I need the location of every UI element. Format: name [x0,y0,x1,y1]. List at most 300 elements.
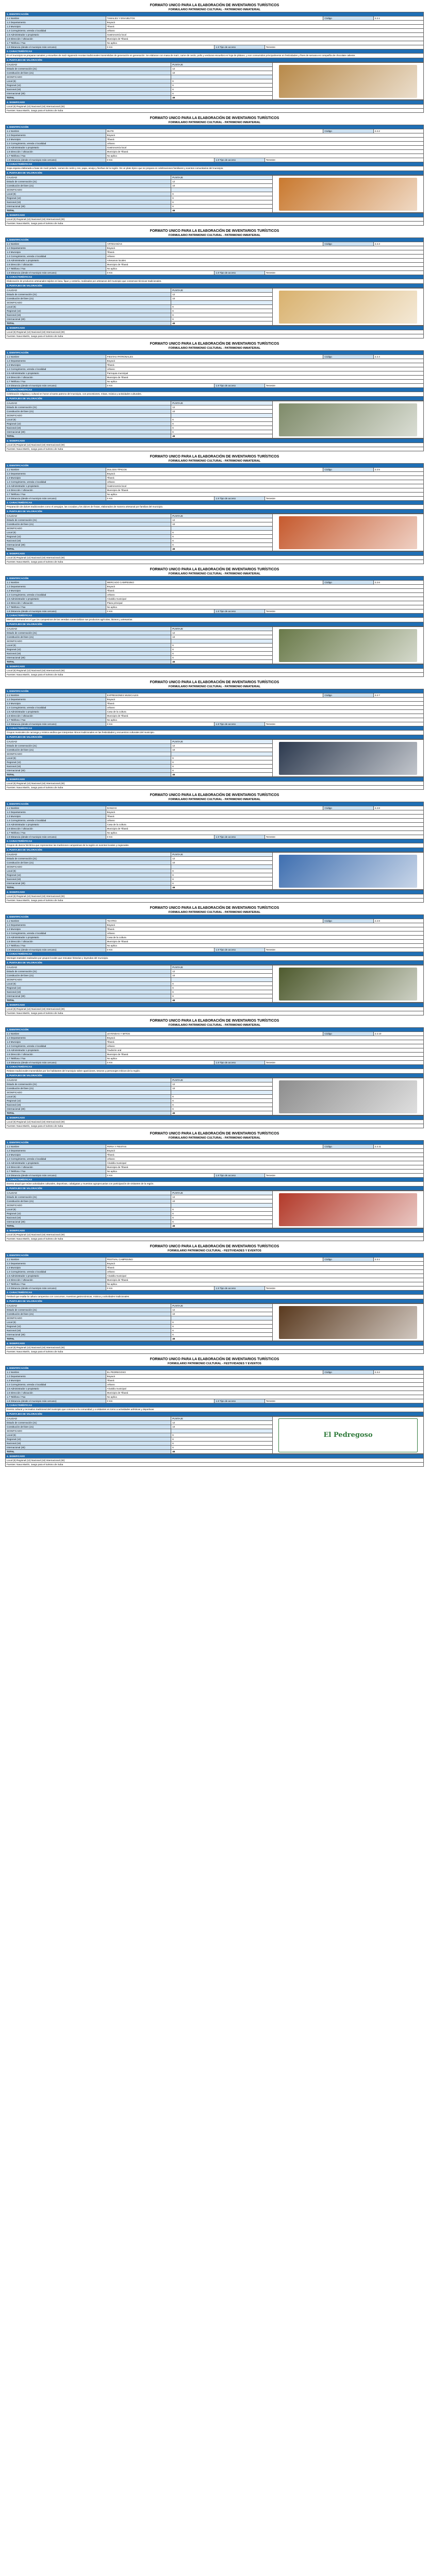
form-subtitle: FORMULARIO PATRIMONIO CULTURAL - PATRIMONIO INMATERIAL [168,347,261,350]
label-nacional: Nacional (18) [6,1216,171,1220]
value-administrador: Alcaldía municipal [106,1274,423,1278]
header-significado: SIGNIFICADO [6,1316,171,1320]
value-tipo-acceso: Terrestre [265,497,423,501]
label-distancia: 1.8 Distancia (desde el municipio más cercano) [6,948,106,952]
value-codigo: 2.2.6 [373,581,423,585]
value-direccion: Municipio de Tibaná [106,1391,423,1395]
label-internacional: Internacional (30) [6,769,171,773]
value-tipo-acceso: Terrestre [265,271,423,275]
label-internacional: Internacional (30) [6,205,171,209]
value-nombre: EL PEDREGOSO [106,1370,323,1375]
scoring-table [5,288,273,326]
score-value: 6 [171,1433,273,1437]
label-total: TOTAL [6,321,171,326]
label-local: Local (6) [6,418,171,422]
label-tipo-acceso: 1.9 Tipo de acceso [214,835,265,839]
value-administrador: Gastronomía local [106,33,423,37]
label-departamento: 1.2 Departamento [6,359,106,363]
sources-note: Fuentes: Nava Martín, Juego para el turismo de Suba [6,447,424,451]
score-value: 6 [171,765,273,769]
value-municipio: Tibaná [106,1153,423,1157]
photo-cell [273,965,424,1003]
significado-levels: Local (6) Regional (12) Nacional (18) Internacional (30) [6,105,424,109]
photo-cell [273,175,424,213]
form-title: FORMATO UNICO PARA LA ELABORACIÓN DE INVENTARIOS TURÍSTICOS [150,568,279,571]
attraction-photo [279,968,418,1001]
score-value: 10 [171,861,273,865]
label-telefono: 1.7 Teléfono / Fax [6,380,106,384]
score-label: Estado de conservación (21) [6,631,171,635]
score-value: 6 [171,877,273,882]
label-nacional: Nacional (18) [6,765,171,769]
section-caracteristicas: 2. CARACTERÍSTICAS [6,614,424,618]
value-total: 46 [171,1337,273,1341]
label-internacional: Internacional (30) [6,656,171,660]
value-distancia: 0 Km [106,1061,214,1065]
score-label: Estado de conservación (21) [6,744,171,748]
label-telefono: 1.7 Teléfono / Fax [6,1170,106,1174]
section-puntajes: 3. PUNTAJES DE VALORACIÓN [6,58,424,62]
header-calidad: CALIDAD [6,740,171,744]
label-local: Local (6) [6,756,171,760]
scoring-table [5,852,273,890]
label-nacional: Nacional (18) [6,990,171,994]
scoring-block [5,288,424,326]
header-significado: SIGNIFICADO [6,188,171,192]
section-identificacion: 1. IDENTIFICACIÓN [6,464,424,468]
label-nacional: Nacional (18) [6,652,171,656]
scoring-table [5,62,273,100]
value-total: 46 [171,1111,273,1115]
score-value: 10 [171,297,273,301]
label-telefono: 1.7 Teléfono / Fax [6,944,106,948]
attraction-photo [279,403,418,436]
sources-note: Fuentes: Nava Martín, Juego para el turismo de Suba [6,1124,424,1128]
attraction-photo [279,1080,418,1113]
scoring-block [5,175,424,213]
score-value: 12 [171,744,273,748]
value-municipio: Tibaná [106,589,423,593]
description-text: Grupos de danza folclórica que representan las tradiciones campesinas de la región en eventos locales y regionales. [6,843,424,848]
score-label: Constitución del bien (21) [6,71,171,75]
value-tipo-acceso: Terrestre [265,45,423,49]
forms-container [5,3,424,1467]
score-value: 12 [171,518,273,522]
scoring-table [5,401,273,438]
score-value: 12 [171,1195,273,1199]
score-label: Constitución del bien (21) [6,748,171,752]
label-municipio: 1.3 Municipio [6,476,106,480]
label-nombre: 1.1 Nombre [6,129,106,133]
identification-table [5,914,424,965]
value-distancia: 0 Km [106,384,214,388]
scoring-block [5,1303,424,1341]
label-codigo: Código [323,581,373,585]
attraction-photo [279,516,418,549]
form-title: FORMATO UNICO PARA LA ELABORACIÓN DE INVENTARIOS TURÍSTICOS [150,1019,279,1023]
value-tipo-acceso: Terrestre [265,1174,423,1178]
significado-table [5,1115,424,1128]
value-municipio: Tibaná [106,250,423,255]
score-value: 6 [171,196,273,200]
score-label: Estado de conservación (21) [6,180,171,184]
label-nombre: 1.1 Nombre [6,693,106,698]
attraction-photo [279,1193,418,1226]
value-total: 46 [171,547,273,551]
header-significado: SIGNIFICADO [6,527,171,531]
form-title: FORMATO UNICO PARA LA ELABORACIÓN DE INVENTARIOS TURÍSTICOS [150,1358,279,1361]
score-label: Constitución del bien (21) [6,974,171,978]
scoring-table [5,1078,273,1115]
value-corregimiento: Urbano [106,1157,423,1161]
score-value: 10 [171,974,273,978]
score-label: Estado de conservación (21) [6,1082,171,1087]
value-administrador: Parroquia municipal [106,371,423,376]
photo-cell [273,1191,424,1228]
attraction-photo [279,291,418,324]
label-codigo: Código [323,468,373,472]
value-total: 46 [171,209,273,213]
header-calidad: CALIDAD [6,176,171,180]
label-total: TOTAL [6,1337,171,1341]
inventory-form [5,229,424,338]
label-direccion: 1.6 Dirección / Ubicación [6,714,106,718]
score-value: 6 [171,648,273,652]
identification-table [5,1140,424,1191]
significado-table [5,213,424,226]
label-corregimiento: 1.4 Corregimiento, vereda o localidad [6,1270,106,1274]
value-departamento: Boyacá [106,1262,423,1266]
label-departamento: 1.2 Departamento [6,1375,106,1379]
score-value: 6 [171,192,273,196]
value-administrador: Artesanos locales [106,259,423,263]
inventory-form [5,1357,424,1467]
form-title: FORMATO UNICO PARA LA ELABORACIÓN DE INVENTARIOS TURÍSTICOS [150,342,279,346]
label-departamento: 1.2 Departamento [6,1036,106,1040]
score-value: 12 [171,67,273,71]
score-label: Estado de conservación (21) [6,1308,171,1312]
score-value: 12 [171,1308,273,1312]
section-significado: 4. SIGNIFICADO [6,552,424,556]
label-tipo-acceso: 1.9 Tipo de acceso [214,722,265,726]
label-distancia: 1.8 Distancia (desde el municipio más cercano) [6,1174,106,1178]
inventory-form [5,342,424,451]
value-direccion: Municipio de Tibaná [106,488,423,493]
significado-levels: Local (6) Regional (12) Nacional (18) Internacional (30) [6,1120,424,1124]
logo-text: El Pedregoso [323,1431,373,1439]
label-nombre: 1.1 Nombre [6,468,106,472]
label-corregimiento: 1.4 Corregimiento, vereda o localidad [6,367,106,371]
label-internacional: Internacional (30) [6,317,171,321]
label-nombre: 1.1 Nombre [6,242,106,246]
score-value: 6 [171,83,273,88]
label-local: Local (6) [6,305,171,309]
label-codigo: Código [323,1370,373,1375]
label-internacional: Internacional (30) [6,543,171,547]
label-nombre: 1.1 Nombre [6,1258,106,1262]
label-telefono: 1.7 Teléfono / Fax [6,605,106,609]
label-tipo-acceso: 1.9 Tipo de acceso [214,1286,265,1291]
label-internacional: Internacional (30) [6,994,171,998]
score-value: 12 [171,1421,273,1425]
label-municipio: 1.3 Municipio [6,927,106,931]
value-telefono: No aplica [106,1395,423,1399]
scoring-block [5,1416,424,1454]
label-nombre: 1.1 Nombre [6,355,106,359]
label-nacional: Nacional (18) [6,88,171,92]
value-departamento: Boyacá [106,472,423,476]
label-internacional: Internacional (30) [6,1220,171,1224]
label-codigo: Código [323,806,373,810]
scoring-block [5,514,424,551]
label-codigo: Código [323,1145,373,1149]
label-tipo-acceso: 1.9 Tipo de acceso [214,497,265,501]
photo-cell [273,401,424,438]
value-total: 46 [171,660,273,664]
value-corregimiento: Urbano [106,1044,423,1048]
value-municipio: Tibaná [106,927,423,931]
form-subtitle: FORMULARIO PATRIMONIO CULTURAL - PATRIMONIO INMATERIAL [168,798,261,801]
label-tipo-acceso: 1.9 Tipo de acceso [214,1061,265,1065]
label-regional: Regional (12) [6,422,171,426]
header-significado: SIGNIFICADO [6,1429,171,1433]
identification-table [5,463,424,514]
sources-note: Fuentes: Nava Martín, Juego para el turismo de Suba [6,334,424,338]
significado-table [5,100,424,113]
value-corregimiento: Urbano [106,819,423,823]
significado-levels: Local (6) Regional (12) Nacional (18) Internacional (30) [6,1346,424,1350]
label-telefono: 1.7 Teléfono / Fax [6,154,106,158]
description-text: Grupos musicales de carranga y música andina que interpretan ritmos tradicionales en las festividades y encuentros culturales del municipio. [6,731,424,735]
form-subtitle: FORMULARIO PATRIMONIO CULTURAL - PATRIMONIO INMATERIAL [168,234,261,237]
score-label: Estado de conservación (21) [6,1421,171,1425]
value-administrador: Alcaldía municipal [106,1161,423,1165]
significado-table [5,777,424,790]
header-puntaje: PUNTAJE [171,401,273,405]
label-direccion: 1.6 Dirección / Ubicación [6,1391,106,1395]
value-direccion: Municipio de Tibaná [106,1278,423,1282]
inventory-form [5,906,424,1015]
header-significado: SIGNIFICADO [6,865,171,869]
section-caracteristicas: 2. CARACTERÍSTICAS [6,388,424,392]
label-total: TOTAL [6,434,171,438]
section-significado: 4. SIGNIFICADO [6,1342,424,1346]
label-nacional: Nacional (18) [6,426,171,430]
description-text: Montajes teatrales realizados por grupos locales que rescatan historias y leyendas del municipio. [6,956,424,961]
label-regional: Regional (12) [6,1325,171,1329]
header-puntaje: PUNTAJE [171,1304,273,1308]
score-value: 6 [171,88,273,92]
inventory-form [5,567,424,677]
value-codigo: 2.2.9 [373,919,423,923]
label-nacional: Nacional (18) [6,1103,171,1107]
score-value: 6 [171,1099,273,1103]
value-municipio: Tibaná [106,1266,423,1270]
label-corregimiento: 1.4 Corregimiento, vereda o localidad [6,931,106,936]
section-significado: 4. SIGNIFICADO [6,890,424,894]
score-value: 6 [171,652,273,656]
score-label: Estado de conservación (21) [6,293,171,297]
header-puntaje: PUNTAJE [171,627,273,631]
label-total: TOTAL [6,547,171,551]
value-total: 46 [171,998,273,1003]
form-title: FORMATO UNICO PARA LA ELABORACIÓN DE INVENTARIOS TURÍSTICOS [150,1245,279,1248]
label-codigo: Código [323,1258,373,1262]
scoring-block [5,1191,424,1228]
score-value: 10 [171,748,273,752]
identification-table [5,689,424,739]
section-caracteristicas: 2. CARACTERÍSTICAS [6,162,424,166]
description-text: Evento anual que reúne actividades culturales, deportivas, cabalgatas y muestras agropecuarias con participación de visitantes de la región. [6,1182,424,1187]
label-municipio: 1.3 Municipio [6,1153,106,1157]
label-municipio: 1.3 Municipio [6,363,106,367]
label-administrador: 1.5 Administrador o propietario [6,259,106,263]
score-value: 6 [171,1442,273,1446]
scoring-table [5,626,273,664]
description-text: Sopa espesa elaborada a base de maíz pelado, carnes de cerdo y res, papa, arveja y hierbas de la región. Es un plato típico que se prepara en celebraciones familiares y eventos comunitarios del municipio. [6,166,424,171]
header-significado: SIGNIFICADO [6,414,171,418]
value-municipio: Tibaná [106,476,423,480]
label-administrador: 1.5 Administrador o propietario [6,597,106,601]
score-value: 6 [171,1095,273,1099]
description-text: Mercado semanal en el que los campesinos de las veredas comercializan sus productos agrícolas, lácteos y artesanías. [6,618,424,622]
description-text: Evento cultural y recreativo tradicional del municipio que convoca a la comunidad y a visitantes en torno a actividades artísticas y deportivas. [6,1408,424,1412]
label-internacional: Internacional (30) [6,1107,171,1111]
value-departamento: Boyacá [106,133,423,138]
section-significado: 4. SIGNIFICADO [6,665,424,669]
label-distancia: 1.8 Distancia (desde el municipio más cercano) [6,497,106,501]
scoring-table [5,965,273,1003]
value-corregimiento: Urbano [106,29,423,33]
value-departamento: Boyacá [106,359,423,363]
label-distancia: 1.8 Distancia (desde el municipio más cercano) [6,45,106,49]
label-corregimiento: 1.4 Corregimiento, vereda o localidad [6,29,106,33]
value-telefono: No aplica [106,605,423,609]
value-telefono: No aplica [106,1057,423,1061]
form-title: FORMATO UNICO PARA LA ELABORACIÓN DE INVENTARIOS TURÍSTICOS [150,906,279,910]
label-direccion: 1.6 Dirección / Ubicación [6,827,106,831]
label-nombre: 1.1 Nombre [6,1370,106,1375]
section-puntajes: 3. PUNTAJES DE VALORACIÓN [6,735,424,739]
label-total: TOTAL [6,660,171,664]
label-corregimiento: 1.4 Corregimiento, vereda o localidad [6,1044,106,1048]
significado-levels: Local (6) Regional (12) Nacional (18) Internacional (30) [6,782,424,786]
header-puntaje: PUNTAJE [171,1191,273,1195]
sources-note: Fuentes: Nava Martín, Juego para el turismo de Suba [6,786,424,790]
label-distancia: 1.8 Distancia (desde el municipio más cercano) [6,1061,106,1065]
label-direccion: 1.6 Dirección / Ubicación [6,1053,106,1057]
label-total: TOTAL [6,1111,171,1115]
score-value: 10 [171,1199,273,1204]
value-tipo-acceso: Terrestre [265,835,423,839]
section-caracteristicas: 2. CARACTERÍSTICAS [6,1403,424,1408]
score-label: Estado de conservación (21) [6,857,171,861]
scoring-table [5,739,273,777]
scoring-block [5,965,424,1003]
section-identificacion: 1. IDENTIFICACIÓN [6,689,424,693]
label-departamento: 1.2 Departamento [6,1262,106,1266]
score-label: Constitución del bien (21) [6,522,171,527]
score-value: 6 [171,986,273,990]
section-significado: 4. SIGNIFICADO [6,777,424,782]
section-significado: 4. SIGNIFICADO [6,1454,424,1459]
description-text: En el municipio se preparan tamales y envueltos de maíz siguiendo recetas tradicionales transmitidas de generación en generación. Se elaboran con masa de maíz, carne de cerdo, pollo y verduras envueltos en hoja de plátano, y son consumidos principalmente en festividades y fines de semana en compañía de chocolate caliente. [6,54,424,58]
score-value: 6 [171,1446,273,1450]
value-administrador: Alcaldía municipal [106,597,423,601]
identification-table [5,12,424,62]
value-total: 46 [171,434,273,438]
score-value: 6 [171,1103,273,1107]
attraction-photo [279,855,418,888]
score-value: 6 [171,643,273,648]
header-significado: SIGNIFICADO [6,1204,171,1208]
label-regional: Regional (12) [6,535,171,539]
score-value: 10 [171,1087,273,1091]
score-value: 10 [171,1312,273,1316]
label-departamento: 1.2 Departamento [6,585,106,589]
label-nacional: Nacional (18) [6,1442,171,1446]
form-title: FORMATO UNICO PARA LA ELABORACIÓN DE INVENTARIOS TURÍSTICOS [150,1132,279,1136]
label-departamento: 1.2 Departamento [6,698,106,702]
value-administrador: Tradición oral [106,1048,423,1053]
label-total: TOTAL [6,209,171,213]
value-nombre: MERCADO CAMPESINO [106,581,323,585]
photo-cell [273,62,424,100]
score-value: 10 [171,635,273,639]
form-title: FORMATO UNICO PARA LA ELABORACIÓN DE INVENTARIOS TURÍSTICOS [150,793,279,797]
header-significado: SIGNIFICADO [6,75,171,79]
value-telefono: No aplica [106,154,423,158]
value-total: 46 [171,321,273,326]
value-administrador: Casa de la cultura [106,823,423,827]
label-telefono: 1.7 Teléfono / Fax [6,267,106,271]
score-label: Constitución del bien (21) [6,1087,171,1091]
label-direccion: 1.6 Dirección / Ubicación [6,376,106,380]
score-value: 6 [171,994,273,998]
label-regional: Regional (12) [6,83,171,88]
score-value: 6 [171,1320,273,1325]
section-puntajes: 3. PUNTAJES DE VALORACIÓN [6,171,424,175]
attraction-photo [279,1306,418,1339]
section-caracteristicas: 2. CARACTERÍSTICAS [6,49,424,54]
score-value: 6 [171,882,273,886]
value-municipio: Tibaná [106,815,423,819]
header-calidad: CALIDAD [6,1417,171,1421]
value-tipo-acceso: Terrestre [265,384,423,388]
section-caracteristicas: 2. CARACTERÍSTICAS [6,501,424,505]
label-administrador: 1.5 Administrador o propietario [6,146,106,150]
value-direccion: Municipio de Tibaná [106,714,423,718]
label-regional: Regional (12) [6,873,171,877]
score-value: 6 [171,535,273,539]
section-identificacion: 1. IDENTIFICACIÓN [6,915,424,919]
label-administrador: 1.5 Administrador o propietario [6,823,106,827]
value-codigo: 2.2.4 [373,355,423,359]
value-distancia: 0 Km [106,497,214,501]
label-tipo-acceso: 1.9 Tipo de acceso [214,1174,265,1178]
value-total: 46 [171,886,273,890]
label-distancia: 1.8 Distancia (desde el municipio más cercano) [6,722,106,726]
significado-levels: Local (6) Regional (12) Nacional (18) Internacional (30) [6,556,424,560]
label-local: Local (6) [6,531,171,535]
header-puntaje: PUNTAJE [171,853,273,857]
label-distancia: 1.8 Distancia (desde el municipio más cercano) [6,271,106,275]
value-administrador: Gastronomía local [106,484,423,488]
score-value: 6 [171,760,273,765]
photo-cell [273,1303,424,1341]
score-label: Estado de conservación (21) [6,1195,171,1199]
section-significado: 4. SIGNIFICADO [6,1229,424,1233]
